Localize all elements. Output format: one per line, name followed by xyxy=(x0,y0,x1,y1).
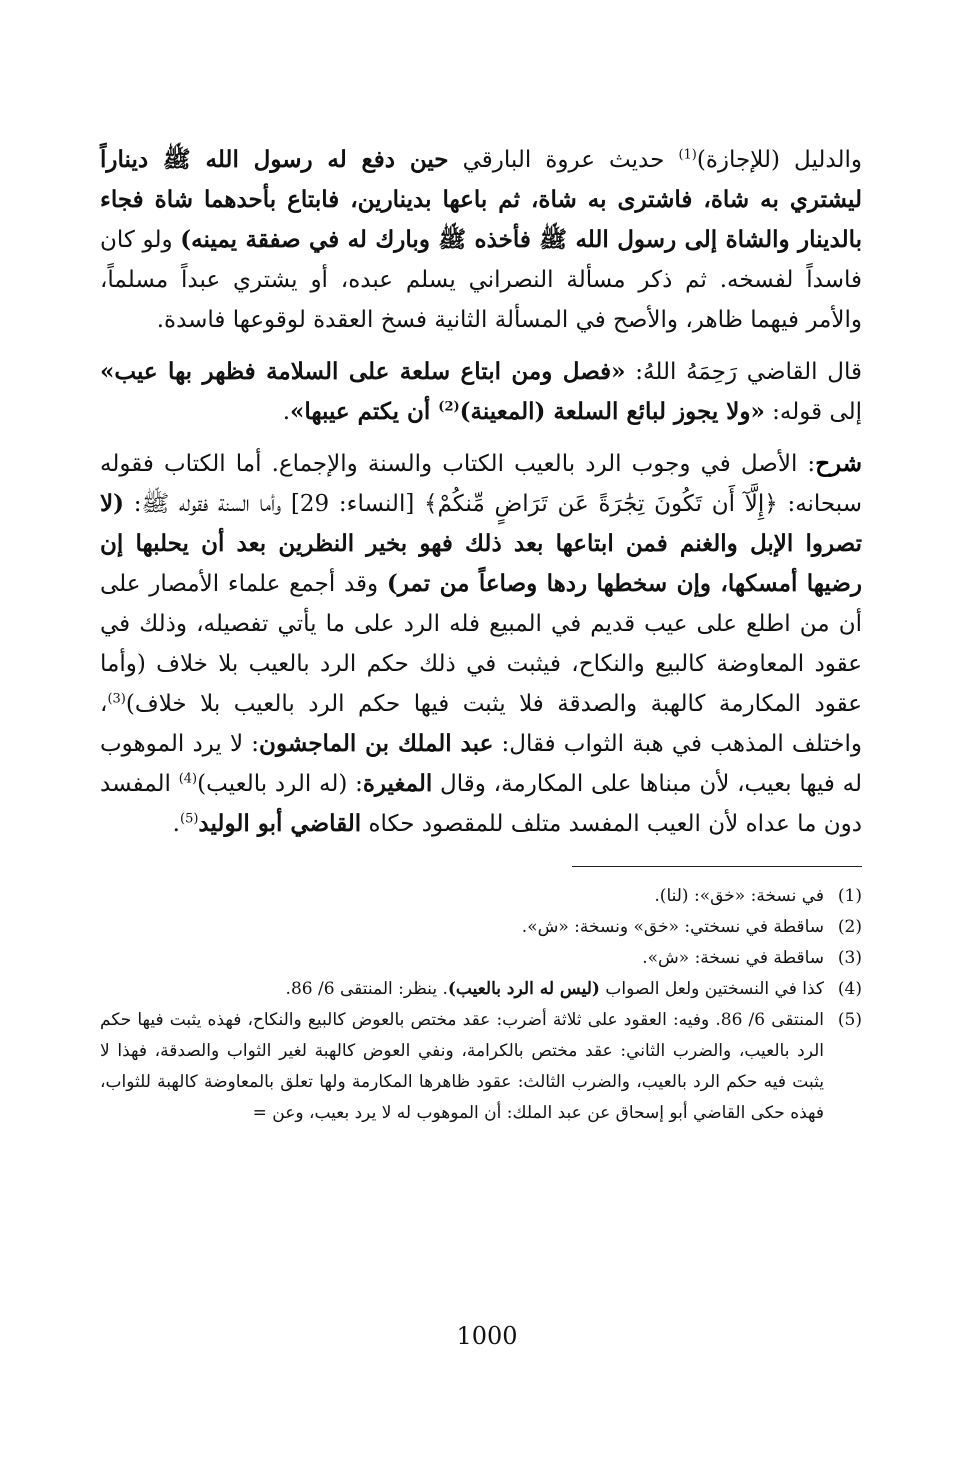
hadith-quote: حين دفع له رسول الله ﷺ ديناراً ليشتري به شاة، فاشترى به شاة، ثم باعها بدينارين، فابتاع بأحدهما شاة فجاء بالدينار والشاة إلى رسول الله ﷺ فأخذه ﷺ وبارك له في صفقة يمينه) xyxy=(100,146,863,253)
footnote-ref-5: (5) xyxy=(179,811,199,827)
footnote-divider xyxy=(572,866,862,867)
page-number: 1000 xyxy=(456,1322,518,1350)
text-run: : الأصل في وجوب الرد بالعيب الكتاب والسنة والإجماع. أما الكتاب فقوله سبحانه: ﴿إِلَّآ أَن تَكُونَ تِجَٰرَةً عَن تَرَاضٍ مِّنكُمْ﴾ [النساء: 29] وأما السنة فقوله ﷺ: xyxy=(100,451,862,517)
text-run: . xyxy=(172,811,180,837)
scholar-name: عبد الملك بن الماجشون xyxy=(259,730,494,757)
text-run: . ينظر: المنتقى 6/ 86. xyxy=(285,979,448,999)
paragraph-3 xyxy=(100,444,862,844)
bold-run: (ليس له الرد بالعيب) xyxy=(447,979,600,999)
footnote-text xyxy=(100,974,824,1005)
footnote-number: (2) xyxy=(837,917,862,937)
text-run: وقد أجمع علماء الأمصار على أن من اطلع على عيب قديم في المبيع فله الرد على ما يأتي تفصيله، وذلك في عقود المعاوضة كالبيع والنكاح، فيثبت في ذلك حكم الرد بالعيب بلا خلاف (وأما عقود المكارمة كالهبة والصدقة فلا يثبت فيها حكم الرد بالعيب بلا خلاف) xyxy=(100,571,862,717)
footnote-number: (4) xyxy=(837,979,862,999)
text-run: حديث عروة البارقي xyxy=(448,147,679,173)
matn-quote: «فصل ومن ابتاع سلعة على السلامة فظهر بها عيب» xyxy=(100,358,626,385)
paragraph-1 xyxy=(100,140,862,340)
text-run: والدليل (للإجازة) xyxy=(696,147,862,173)
footnote-text: في نسخة: «خق»: (لنا). xyxy=(654,886,824,906)
footnote-text: ساقطة في نسخة: «ش». xyxy=(642,948,824,968)
text-run: ولو كان فاسداً لفسخه. ثم ذكر مسألة النصراني يسلم عبده، أو يشتري عبداً مسلماً، والأمر فيهما ظاهر، والأصح في المسألة الثانية فسخ العقدة لوقوعها فاسدة. xyxy=(100,227,862,333)
text-run: كذا في النسختين ولعل الصواب xyxy=(599,979,824,999)
footnote-ref-4: (4) xyxy=(178,771,198,787)
text-run: : لا يرد الموهوب له فيها بعيب، لأن مبناها على المكارمة، وقال xyxy=(100,731,862,797)
hadith-quote: (لا تصروا الإبل والغنم فمن ابتاعها بعد ذلك فهو بخير النظرين بعد أن يحلبها إن رضيها أمسكها، وإن سخطها ردها وصاعاً من تمر) xyxy=(100,490,862,597)
footnote-ref-3: (3) xyxy=(107,691,126,707)
body-text xyxy=(100,140,862,844)
paragraph-2 xyxy=(100,352,862,432)
footnote-number: (1) xyxy=(837,886,862,906)
footnote-1 xyxy=(100,881,862,912)
footnote-5 xyxy=(100,1005,862,1129)
page-content xyxy=(100,140,862,1129)
matn-quote: «ولا يجوز لبائع السلعة (المعينة) xyxy=(459,398,765,425)
text-run: : (له الرد بالعيب) xyxy=(197,771,363,797)
scholar-name: القاضي أبو الوليد xyxy=(198,810,362,837)
footnote-ref-2: (2) xyxy=(438,399,460,415)
text-run: قال القاضي رَحِمَهُ اللهُ: xyxy=(625,359,862,385)
footnote-number: (5) xyxy=(837,1010,862,1030)
footnote-3 xyxy=(100,943,862,974)
footnotes xyxy=(100,881,862,1129)
footnote-text: المنتقى 6/ 86. وفيه: العقود على ثلاثة أضرب: عقد مختص بالعوض كالبيع والنكاح، فهذه يثبت فيها حكم الرد بالعيب، والضرب الثاني: عقد مختص بالكرامة، ونفي العوض كالهبة لغير الثواب والصدقة، فهذا لا يثبت فيه حكم الرد بالعيب، والضرب الثالث: عقود ظاهرها المكارمة ولها تعلق بالمعاوضة كالهبة للثواب، فهذه حكى القاضي أبو إسحاق عن عبد الملك: أن الموهوب له لا يرد بعيب، وعن = xyxy=(100,1010,824,1123)
footnote-ref-1: (1) xyxy=(678,147,697,163)
text-run: ، واختلف المذهب في هبة الثواب فقال: xyxy=(100,691,862,757)
footnote-text: ساقطة في نسختي: «خق» ونسخة: «ش». xyxy=(521,917,824,937)
footnote-4 xyxy=(100,974,862,1005)
footnote-number: (3) xyxy=(837,948,862,968)
sharh-label: شرح xyxy=(815,450,862,477)
text-run: المفسد دون ما عداه لأن العيب المفسد متلف للمقصود حكاه xyxy=(100,771,862,837)
scholar-name: المغيرة xyxy=(362,770,433,797)
text-run: إلى قوله: xyxy=(764,399,862,425)
matn-quote: أن يكتم عيبها» xyxy=(290,398,439,425)
footnote-2 xyxy=(100,912,862,943)
text-run: . xyxy=(282,399,291,425)
